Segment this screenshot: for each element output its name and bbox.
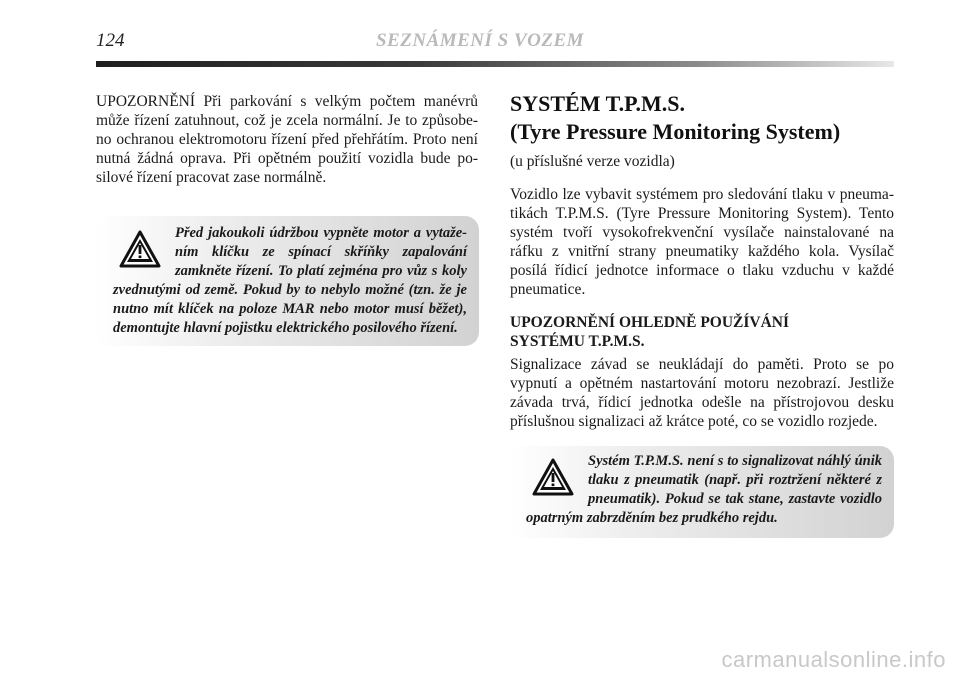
warning-triangle-icon	[532, 458, 574, 496]
callout-text: Před jakoukoli údržbou vypněte motor a vytažením klíčku ze spínací skříňky zapalování zamkněte řízení. To platí zejména pro vůz s koly zvednutými od země. Pokud by to nebylo možné (tzn. že je nutno mít klíček na poloze MAR nebo motor musí běžet), demontujte hlavní pojistku elektrického posilového řízení.	[113, 225, 467, 336]
subhead-line-2: SYSTÉMU T.P.M.S.	[510, 333, 645, 350]
tpms-warning-paragraph: Signalizace závad se neukládají do paměti. Proto se po vypnutí a opětném nastartování motoru nezobrazí. Jestliže závada trvá, řídicí jednotka odešle na přístrojovou desku příslušnou signalizaci až krátce poté, co se vozidlo rozjede.	[510, 356, 894, 430]
running-head: SEZNÁMENÍ S VOZEM	[375, 30, 585, 51]
left-column	[96, 92, 478, 187]
callout-text: Systém T.P.M.S. není s to signalizovat náhlý únik tlaku z pneumatik (např. při roztržení některé z pneumatik). Pokud se tak stane, zastavte vozidlo opatrným zabrzděním bez prudkého rejdu.	[526, 453, 882, 526]
tpms-intro-paragraph: Vozidlo lze vybavit systémem pro sledování tlaku v pneumatikách T.P.M.S. (Tyre Pressure Monitoring System). Tento systém tvoří vysokofrekvenční vysílače nainstalované na ráfku z vnitřní strany pneumatiky každého kola. Vysílač posílá řídicí jednotce informace o tlaku vzduchu v každé pneumatice.	[510, 186, 894, 298]
warning-label: UPOZORNĚNÍ	[96, 93, 196, 110]
page-number: 124	[96, 30, 125, 51]
watermark: carmanualsonline.info	[721, 647, 946, 672]
steering-warning-paragraph	[96, 92, 478, 187]
section-title	[510, 90, 894, 146]
title-line-1: SYSTÉM T.P.M.S.	[510, 91, 686, 116]
warning-triangle-icon	[119, 230, 161, 268]
subhead-line-1: UPOZORNĚNÍ OHLEDNĚ POUŽÍVÁNÍ	[510, 314, 790, 331]
tpms-limitation-callout	[510, 446, 894, 538]
section-subtitle: (u příslušné verze vozidla)	[510, 153, 675, 170]
warning-text: Při parkování s velkým počtem manévrů může řízení zatuhnout, což je zcela normální. Je to způsobeno ochranou elektromotoru řízení před přehřátím. Proto není nutná žádná oprava. Při opětném použití vozidla bude posilové řízení pracovat zase normálně.	[96, 93, 478, 186]
title-line-2: (Tyre Pressure Monitoring System)	[510, 119, 841, 144]
tpms-warning-subhead	[510, 313, 894, 351]
right-column	[510, 90, 894, 431]
header-rule	[96, 61, 894, 67]
maintenance-warning-callout	[95, 216, 479, 346]
